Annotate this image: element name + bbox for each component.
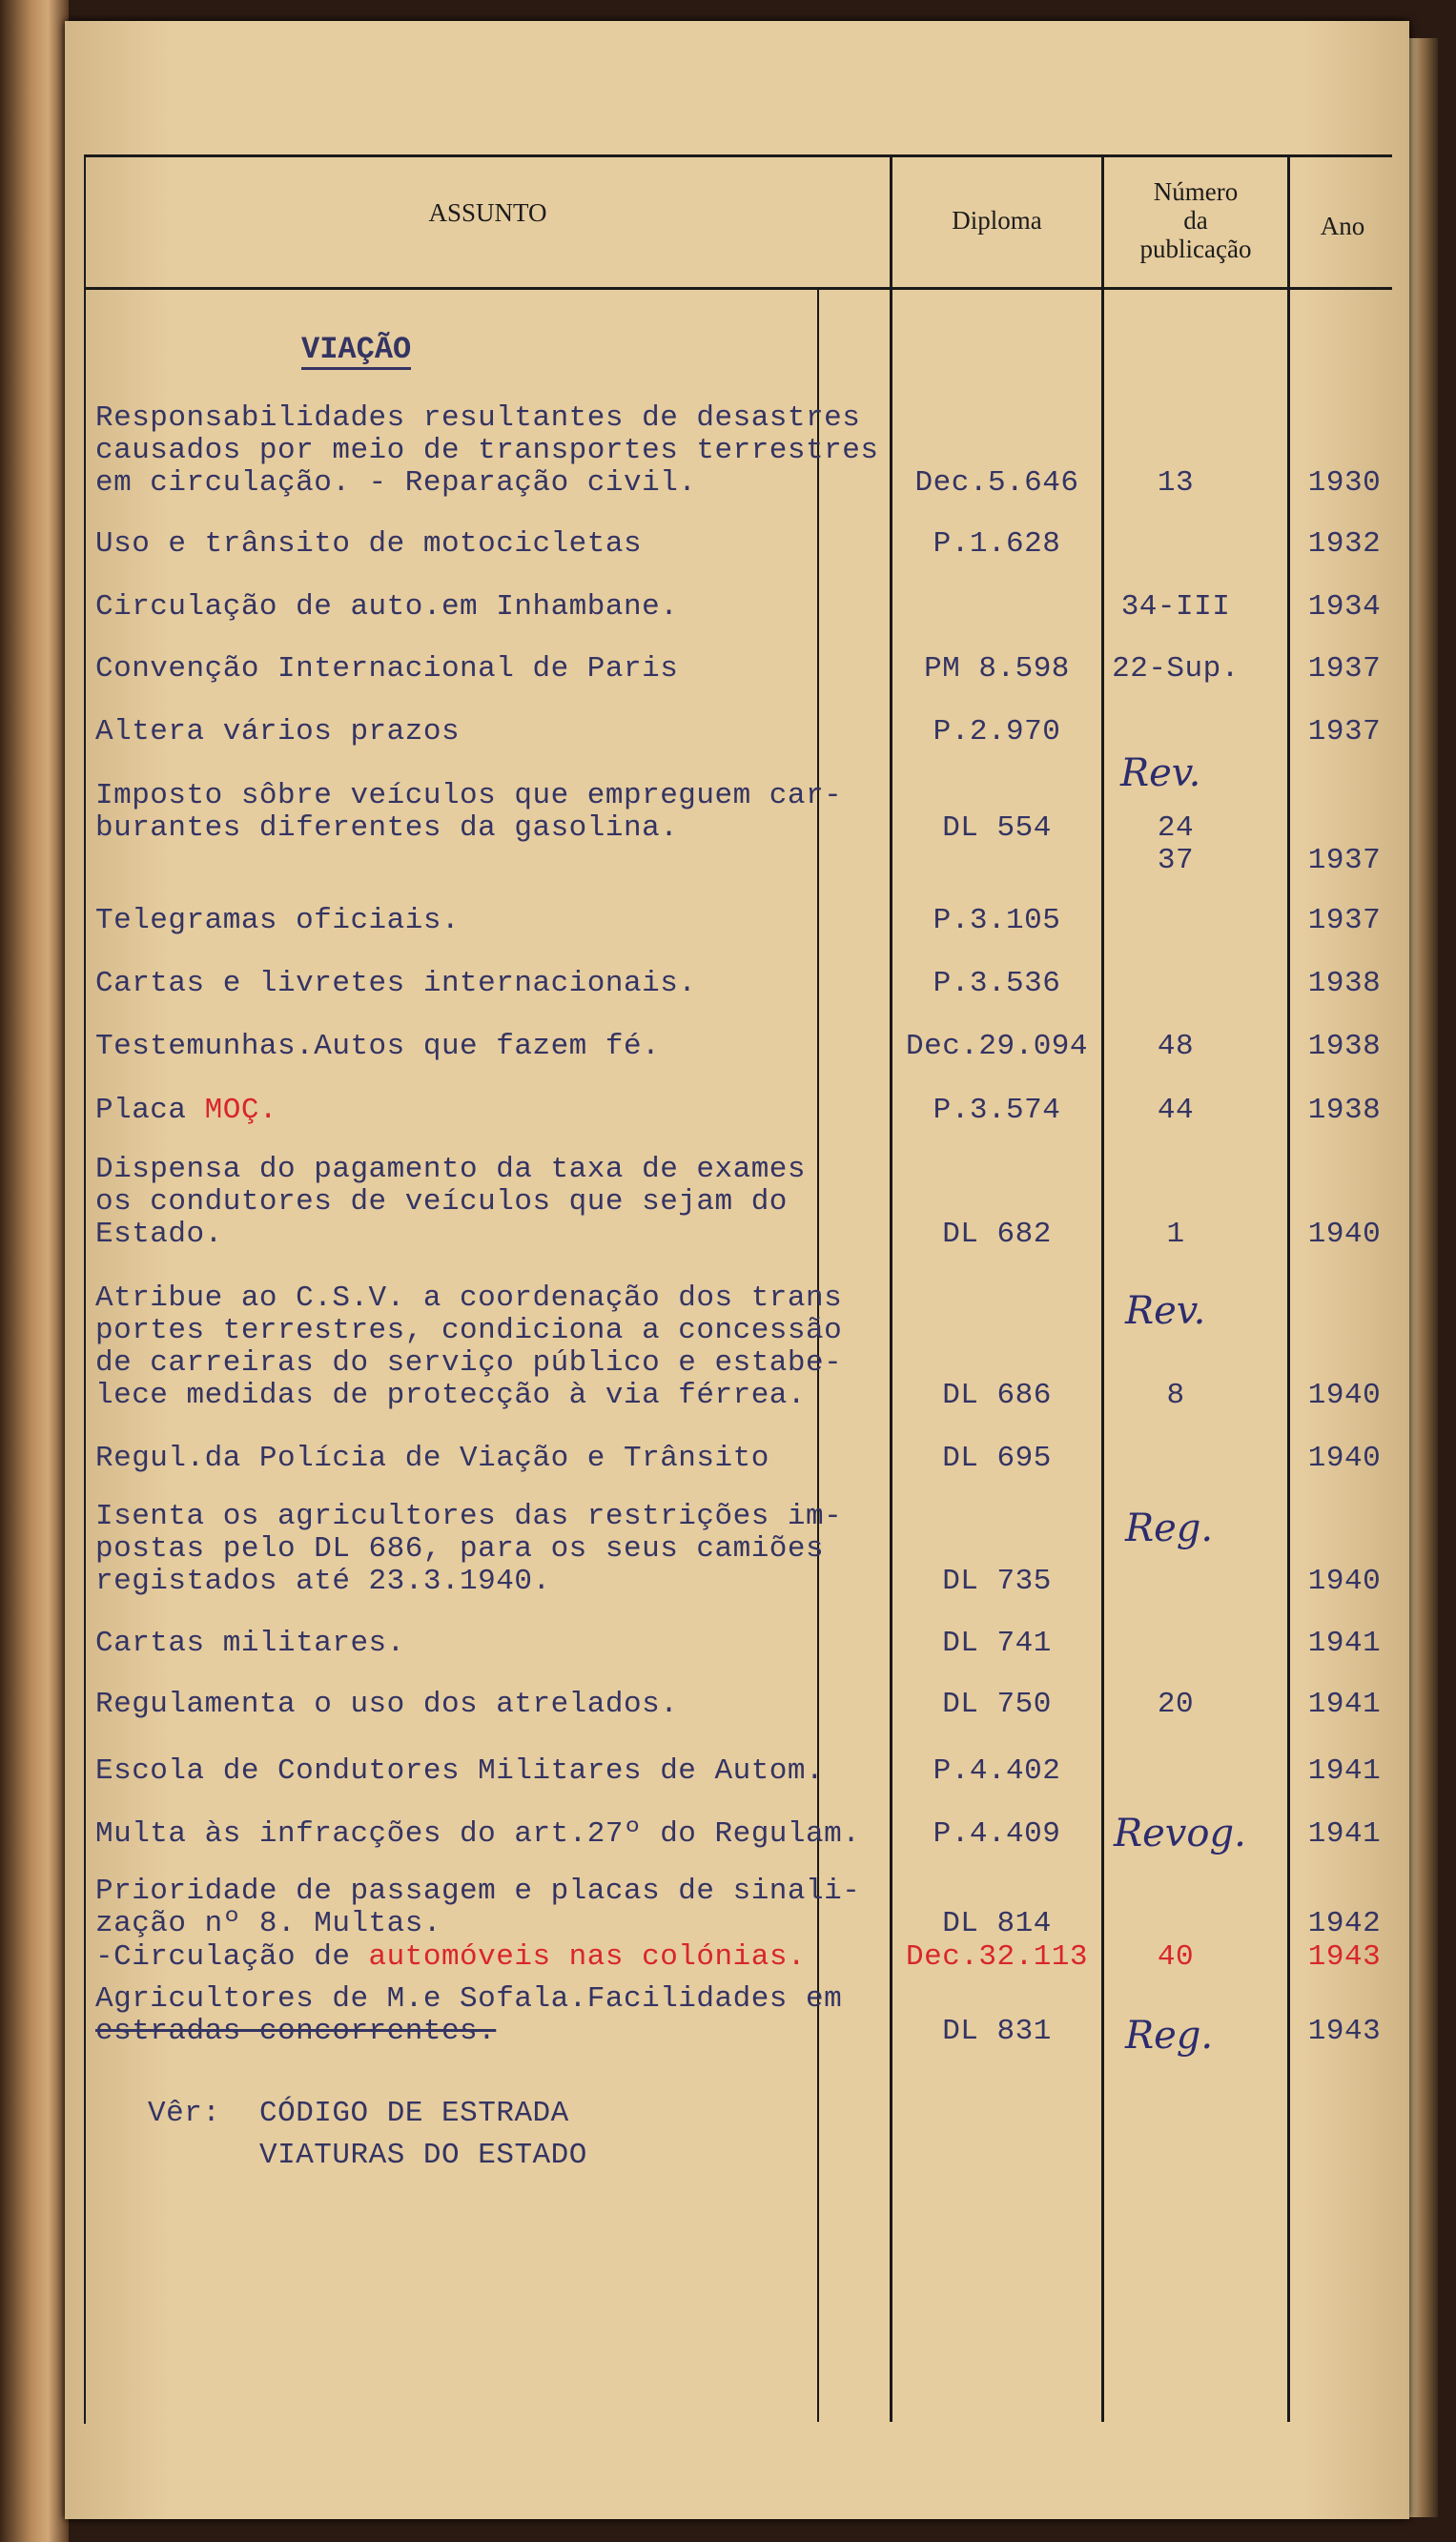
header-ano: Ano [1320, 212, 1365, 240]
numero-cell: 24 [1157, 811, 1195, 845]
see-also-label: Vêr: [148, 2097, 221, 2130]
header-assunto: ASSUNTO [428, 198, 547, 227]
assunto-line: Circulação de auto.em Inhambane. [95, 590, 679, 624]
numero-cell: 1 [1166, 1218, 1185, 1251]
diploma-cell: DL 750 [942, 1688, 1052, 1721]
assunto-line: Uso e trânsito de motocicletas [95, 527, 643, 561]
column-rule-ano [1287, 157, 1290, 2422]
assunto-segment: estradas concorrentes. [95, 2015, 497, 2048]
diploma-cell: DL 831 [942, 2015, 1052, 2048]
ano-cell: 1937 [1307, 715, 1382, 748]
assunto-line: Regul.da Polícia de Viação e Trânsito [95, 1442, 769, 1475]
diploma-cell: Dec.5.646 [914, 466, 1079, 500]
header-numero-line: publicação [1139, 235, 1252, 263]
ano-cell: 1937 [1307, 652, 1382, 686]
assunto-segment: -Circulação de [95, 1940, 369, 1974]
diploma-cell: DL 741 [942, 1627, 1052, 1660]
handwritten-annotation: Rev. [1120, 751, 1201, 795]
assunto-line: lece medidas de protecção à via férrea. [95, 1379, 807, 1412]
ano-cell: 1940 [1307, 1442, 1382, 1475]
assunto-line: Dispensa do pagamento da taxa de exames [95, 1153, 807, 1186]
assunto-line: zação nº 8. Multas. [95, 1907, 441, 1940]
ano-cell: 1930 [1307, 466, 1382, 500]
ano-cell: 1937 [1307, 904, 1382, 937]
assunto-line [95, 1095, 277, 1127]
ano-cell: 1938 [1307, 1094, 1382, 1127]
assunto-line: Responsabilidades resultantes de desastres [95, 401, 861, 435]
assunto-line: os condutores de veículos que sejam do [95, 1185, 788, 1219]
numero-cell: 44 [1157, 1094, 1195, 1127]
ano-cell: 1942 [1307, 1907, 1382, 1940]
diploma-cell: Dec.29.094 [905, 1030, 1089, 1063]
assunto-line: Convenção Internacional de Paris [95, 652, 679, 686]
table-left-rule [84, 154, 86, 2424]
see-also-item: VIATURAS DO ESTADO [259, 2139, 587, 2172]
assunto-line [95, 2016, 496, 2048]
assunto-line: registados até 23.3.1940. [95, 1565, 551, 1598]
assunto-line: Multa às infracções do art.27º do Regulam. [95, 1817, 861, 1851]
numero-cell: 20 [1157, 1688, 1195, 1721]
diploma-cell: Dec.32.113 [905, 1940, 1089, 1974]
ano-cell: 1938 [1307, 1030, 1382, 1063]
handwritten-annotation: Rev. [1125, 1289, 1206, 1333]
numero-cell: 34-III [1120, 590, 1231, 624]
book-spine [0, 0, 69, 2542]
assunto-line: Altera vários prazos [95, 715, 461, 748]
header-numero-line: da [1183, 206, 1208, 235]
ano-cell: 1943 [1307, 1940, 1382, 1974]
numero-cell: 40 [1157, 1940, 1195, 1974]
handwritten-annotation: Reg. [1125, 1507, 1214, 1550]
diploma-cell: P.3.105 [933, 904, 1061, 937]
assunto-line: Atribue ao C.S.V. a coordenação dos trans [95, 1281, 843, 1315]
assunto-line: em circulação. - Reparação civil. [95, 466, 697, 500]
diploma-cell: P.3.574 [933, 1094, 1061, 1127]
header-numero [1104, 177, 1287, 263]
ano-cell: 1941 [1307, 1817, 1382, 1851]
page-edges [1409, 38, 1438, 2517]
see-also-item: CÓDIGO DE ESTRADA [259, 2097, 569, 2130]
diploma-cell: DL 682 [942, 1218, 1052, 1251]
assunto-line: Regulamenta o uso dos atrelados. [95, 1688, 679, 1721]
numero-cell: 37 [1157, 844, 1195, 877]
numero-cell: 8 [1166, 1379, 1185, 1412]
section-title: VIAÇÃO [301, 332, 411, 370]
assunto-line: Telegramas oficiais. [95, 904, 461, 937]
assunto-line: de carreiras do serviço público e estabe- [95, 1346, 843, 1380]
assunto-line: portes terrestres, condiciona a concessão [95, 1314, 843, 1347]
ano-cell: 1932 [1307, 527, 1382, 561]
diploma-cell: DL 695 [942, 1442, 1052, 1475]
ano-cell: 1938 [1307, 967, 1382, 1000]
ano-cell: 1941 [1307, 1688, 1382, 1721]
assunto-line: causados por meio de transportes terrestres [95, 434, 879, 467]
ano-cell: 1940 [1307, 1218, 1382, 1251]
assunto-segment: MOÇ. [204, 1094, 278, 1127]
header-numero-line: Número [1153, 177, 1239, 206]
assunto-line: Cartas militares. [95, 1627, 405, 1660]
ano-cell: 1941 [1307, 1754, 1382, 1788]
assunto-line: Prioridade de passagem e placas de sinali- [95, 1875, 861, 1908]
header-diploma: Diploma [952, 206, 1042, 235]
assunto-line: Imposto sôbre veículos que empreguem car- [95, 779, 843, 812]
table-top-rule [84, 154, 1392, 157]
handwritten-annotation: Revog. [1114, 1812, 1246, 1855]
numero-cell: 48 [1157, 1030, 1195, 1063]
ano-cell: 1941 [1307, 1627, 1382, 1660]
diploma-cell: DL 686 [942, 1379, 1052, 1412]
diploma-cell: P.2.970 [933, 715, 1061, 748]
ano-cell: 1937 [1307, 844, 1382, 877]
handwritten-annotation: Reg. [1125, 2014, 1214, 2058]
diploma-cell: PM 8.598 [924, 652, 1070, 686]
assunto-line: Cartas e livretes internacionais. [95, 967, 697, 1000]
diploma-cell: P.3.536 [933, 967, 1061, 1000]
diploma-cell: DL 554 [942, 811, 1052, 845]
numero-cell: 13 [1157, 466, 1195, 500]
diploma-cell: DL 814 [942, 1907, 1052, 1940]
header-bottom-rule [84, 287, 1392, 290]
assunto-line: Estado. [95, 1218, 223, 1251]
ano-cell: 1934 [1307, 590, 1382, 624]
assunto-line [95, 1941, 806, 1974]
numero-cell: 22-Sup. [1112, 652, 1240, 686]
assunto-line: Testemunhas.Autos que fazem fé. [95, 1030, 661, 1063]
diploma-cell: DL 735 [942, 1565, 1052, 1598]
ano-cell: 1940 [1307, 1565, 1382, 1598]
ano-cell: 1943 [1307, 2015, 1382, 2048]
assunto-line: Agricultores de M.e Sofala.Facilidades em [95, 1982, 843, 2016]
assunto-line: Isenta os agricultores das restrições im- [95, 1500, 843, 1533]
assunto-segment: automóveis nas colónias. [368, 1940, 807, 1974]
assunto-line: burantes diferentes da gasolina. [95, 811, 679, 845]
assunto-segment: Placa [95, 1094, 205, 1127]
ano-cell: 1940 [1307, 1379, 1382, 1412]
diploma-cell: P.4.402 [933, 1754, 1061, 1788]
diploma-cell: P.4.409 [933, 1817, 1061, 1851]
assunto-line: Escola de Condutores Militares de Autom. [95, 1754, 825, 1788]
assunto-line: postas pelo DL 686, para os seus camiões [95, 1532, 825, 1566]
diploma-cell: P.1.628 [933, 527, 1061, 561]
